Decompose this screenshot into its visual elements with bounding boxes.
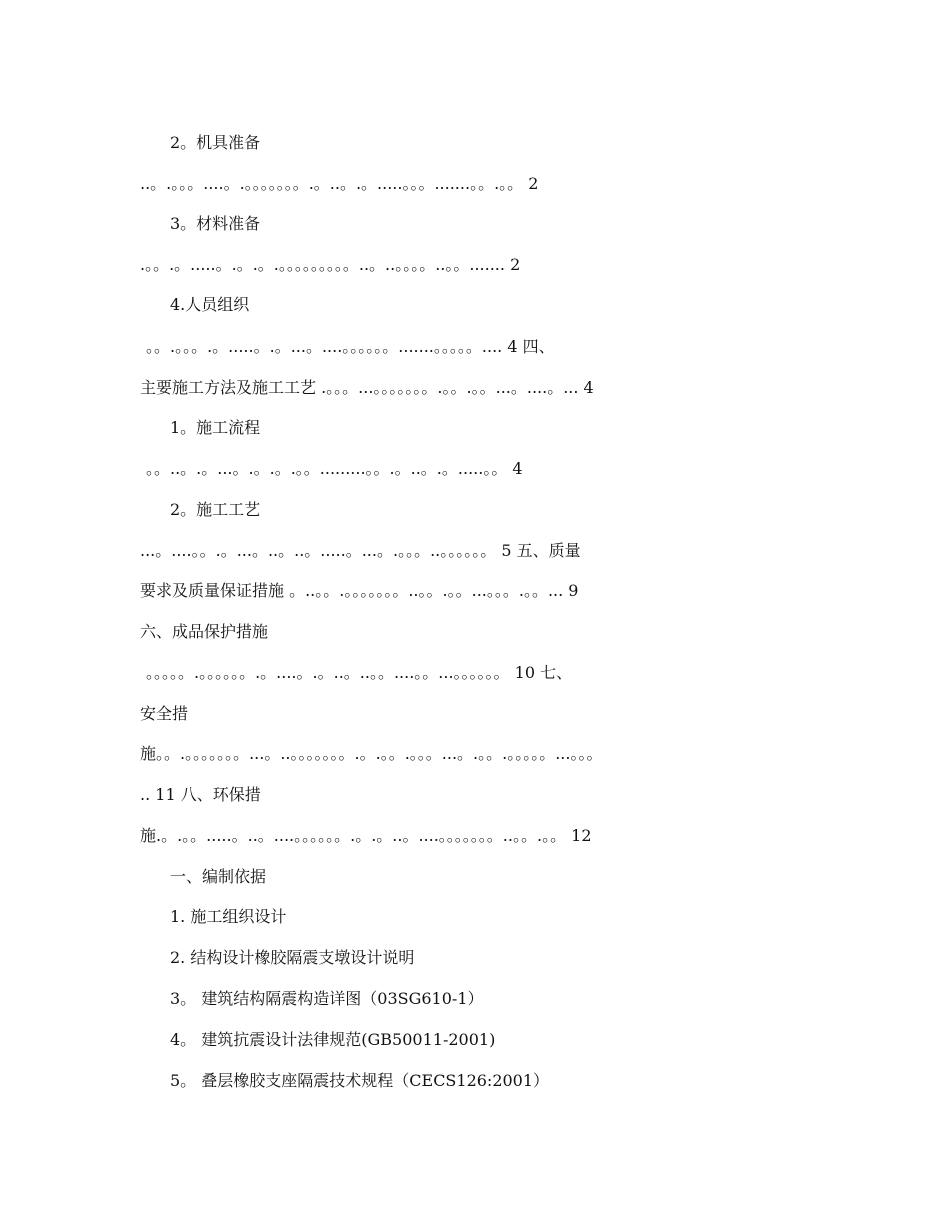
basis-item-text: 1. 施工组织设计	[170, 907, 287, 926]
basis-item	[0, 1027, 950, 1053]
toc-text: 1。施工流程	[170, 418, 261, 437]
toc-entry-label	[0, 375, 950, 401]
toc-text: 施。。.。。。。。。。...。..。。。。。。。.。.。。.。。。...。.。。.。。。。。...。。。	[140, 744, 603, 763]
toc-entry-label	[0, 211, 950, 237]
basis-item-text: 2. 结构设计橡胶隔震支墩设计说明	[170, 948, 415, 967]
basis-item	[0, 904, 950, 930]
toc-text: 2。机具准备	[170, 133, 261, 152]
toc-text: .. 11 八、环保措	[140, 785, 261, 804]
toc-text: 3。材料准备	[170, 214, 261, 233]
toc-entry-leader	[0, 252, 950, 278]
toc-entry-leader	[0, 741, 950, 767]
toc-entry-leader	[0, 334, 950, 360]
toc-text: 六、成品保护措施	[140, 622, 269, 641]
toc-entry-label	[0, 415, 950, 441]
toc-entry-leader	[0, 171, 950, 197]
toc-text: ..。.。。。....。.。。。。。。。.。..。.。.....。。。.......。。.。。 2	[140, 174, 539, 193]
basis-item-text: 3。 建筑结构隔震构造详图（03SG610-1）	[170, 989, 484, 1008]
toc-text: 2。施工工艺	[170, 500, 261, 519]
toc-entry-label	[0, 497, 950, 523]
heading-text: 一、编制依据	[170, 867, 267, 886]
toc-text: 。。..。.。...。.。.。.。。.........。。.。..。.。.....。。 4	[146, 459, 523, 478]
basis-item-text: 4。 建筑抗震设计法律规范(GB50011-2001)	[170, 1030, 496, 1049]
toc-entry-leader	[0, 456, 950, 482]
toc-entry-label	[0, 619, 950, 645]
toc-entry-label	[0, 130, 950, 156]
toc-text: 安全措	[140, 704, 189, 723]
toc-text: 。。.。。。.。.....。.。...。....。。。。。。.......。。。。。.... 4 四、	[146, 337, 555, 356]
section-heading	[0, 864, 950, 890]
toc-entry-label	[0, 292, 950, 318]
toc-entry-leader	[0, 823, 950, 849]
toc-text: 要求及质量保证措施 。..。。.。。。。。。。..。。.。。...。。。.。。... 9	[140, 581, 579, 600]
toc-text: 。。。。。.。。。。。。.。....。.。..。..。。....。。...。。。。。。 10 七、	[146, 663, 573, 682]
toc-text: .。。.。.....。.。.。.。。。。。。。。。..。..。。。。..。。....... 2	[140, 255, 521, 274]
toc-text: ...。....。。.。...。..。..。.....。...。.。。。..。。。。。。 5 五、质量	[140, 541, 581, 560]
toc-entry-label	[0, 782, 950, 808]
basis-item	[0, 945, 950, 971]
toc-text: 4.人员组织	[170, 295, 250, 314]
toc-entry-leader	[0, 660, 950, 686]
basis-item-text: 5。 叠层橡胶支座隔震技术规程（CECS126:2001）	[170, 1071, 550, 1090]
toc-text: 施.。.。。.....。..。....。。。。。。.。.。..。....。。。。。。。..。。.。。 12	[140, 826, 592, 845]
basis-item	[0, 986, 950, 1012]
toc-text: 主要施工方法及施工工艺 .。。。...。。。。。。。.。。.。。...。....。... 4	[140, 378, 594, 397]
toc-entry-label	[0, 701, 950, 727]
toc-entry-label	[0, 578, 950, 604]
basis-item	[0, 1068, 950, 1094]
toc-entry-leader	[0, 538, 950, 564]
